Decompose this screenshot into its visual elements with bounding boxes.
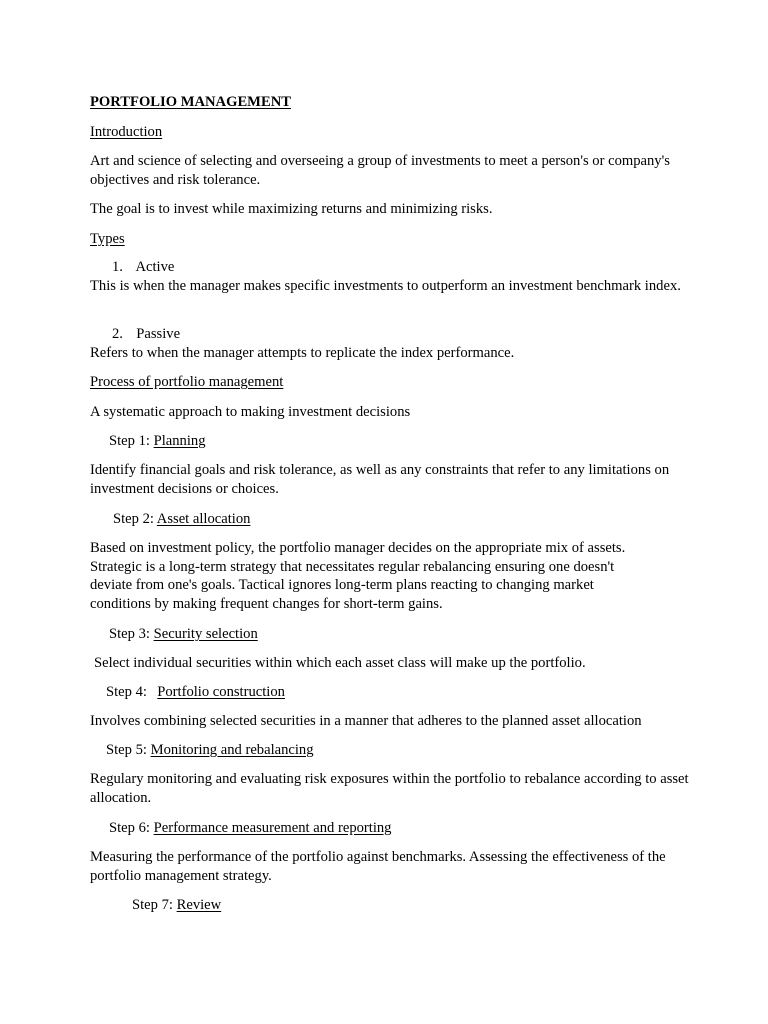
step-4-text: Involves combining selected securities in a manner that adheres to the planned asset allocation	[90, 713, 642, 729]
introduction-heading: Introduction	[90, 124, 163, 140]
step-6-heading	[109, 819, 709, 838]
step-title: Asset allocation	[156, 511, 251, 527]
step-6-text: Measuring the performance of the portfolio against benchmarks. Assessing the effectiveness of the portfolio management strategy.	[90, 849, 666, 884]
step-title: Review	[176, 897, 222, 913]
step-prefix: Step 7:	[132, 897, 173, 913]
type-number: 1.	[112, 259, 123, 275]
types-heading: Types	[90, 231, 125, 247]
type-description-passive: Refers to when the manager attempts to replicate the index performance.	[90, 345, 515, 361]
step-prefix: Step 6:	[109, 820, 150, 836]
step-2-text: Based on investment policy, the portfolio manager decides on the appropriate mix of assets. Strategic is a long-term strategy that necessitates regular rebalancing ensuring one doesn't deviate from one's goals. Tactical ignores long-term plans reacting to changing market conditions by making frequent changes for short-term gains.	[90, 540, 626, 612]
type-number: 2.	[112, 326, 123, 342]
goal-paragraph: The goal is to invest while maximizing returns and minimizing risks.	[90, 201, 493, 217]
step-prefix: Step 3:	[109, 626, 150, 642]
step-5-heading	[106, 741, 706, 760]
step-2-heading	[113, 510, 713, 529]
type-label: Active	[135, 259, 175, 275]
step-1-text: Identify financial goals and risk tolerance, as well as any constraints that refer to any limitations on investment decisions or choices.	[90, 462, 670, 497]
step-3-heading	[109, 625, 709, 644]
type-description-active: This is when the manager makes specific investments to outperform an investment benchmark index.	[90, 278, 681, 294]
step-prefix: Step 1:	[109, 433, 150, 449]
step-7-heading	[132, 896, 732, 915]
step-prefix: Step 5:	[106, 742, 147, 758]
step-title: Planning	[153, 433, 206, 449]
step-3-text: Select individual securities within which each asset class will make up the portfolio.	[94, 655, 586, 671]
process-heading: Process of portfolio management	[90, 374, 284, 390]
step-4-heading	[106, 683, 706, 702]
step-5-text: Regulary monitoring and evaluating risk exposures within the portfolio to rebalance according to asset allocation.	[90, 771, 689, 806]
step-1-heading	[109, 432, 709, 451]
type-item-passive	[112, 325, 712, 344]
step-title: Performance measurement and reporting	[153, 820, 392, 836]
type-item-active	[112, 258, 712, 277]
step-title: Portfolio construction	[157, 684, 285, 700]
process-intro: A systematic approach to making investment decisions	[90, 404, 411, 420]
type-label: Passive	[136, 326, 181, 342]
step-prefix: Step 4:	[106, 684, 147, 700]
introduction-paragraph: Art and science of selecting and overseeing a group of investments to meet a person's or company's objectives and risk tolerance.	[90, 153, 670, 188]
document-title: PORTFOLIO MANAGEMENT	[90, 94, 291, 110]
step-title: Monitoring and rebalancing	[150, 742, 314, 758]
step-title: Security selection	[153, 626, 258, 642]
step-prefix: Step 2:	[113, 511, 154, 527]
